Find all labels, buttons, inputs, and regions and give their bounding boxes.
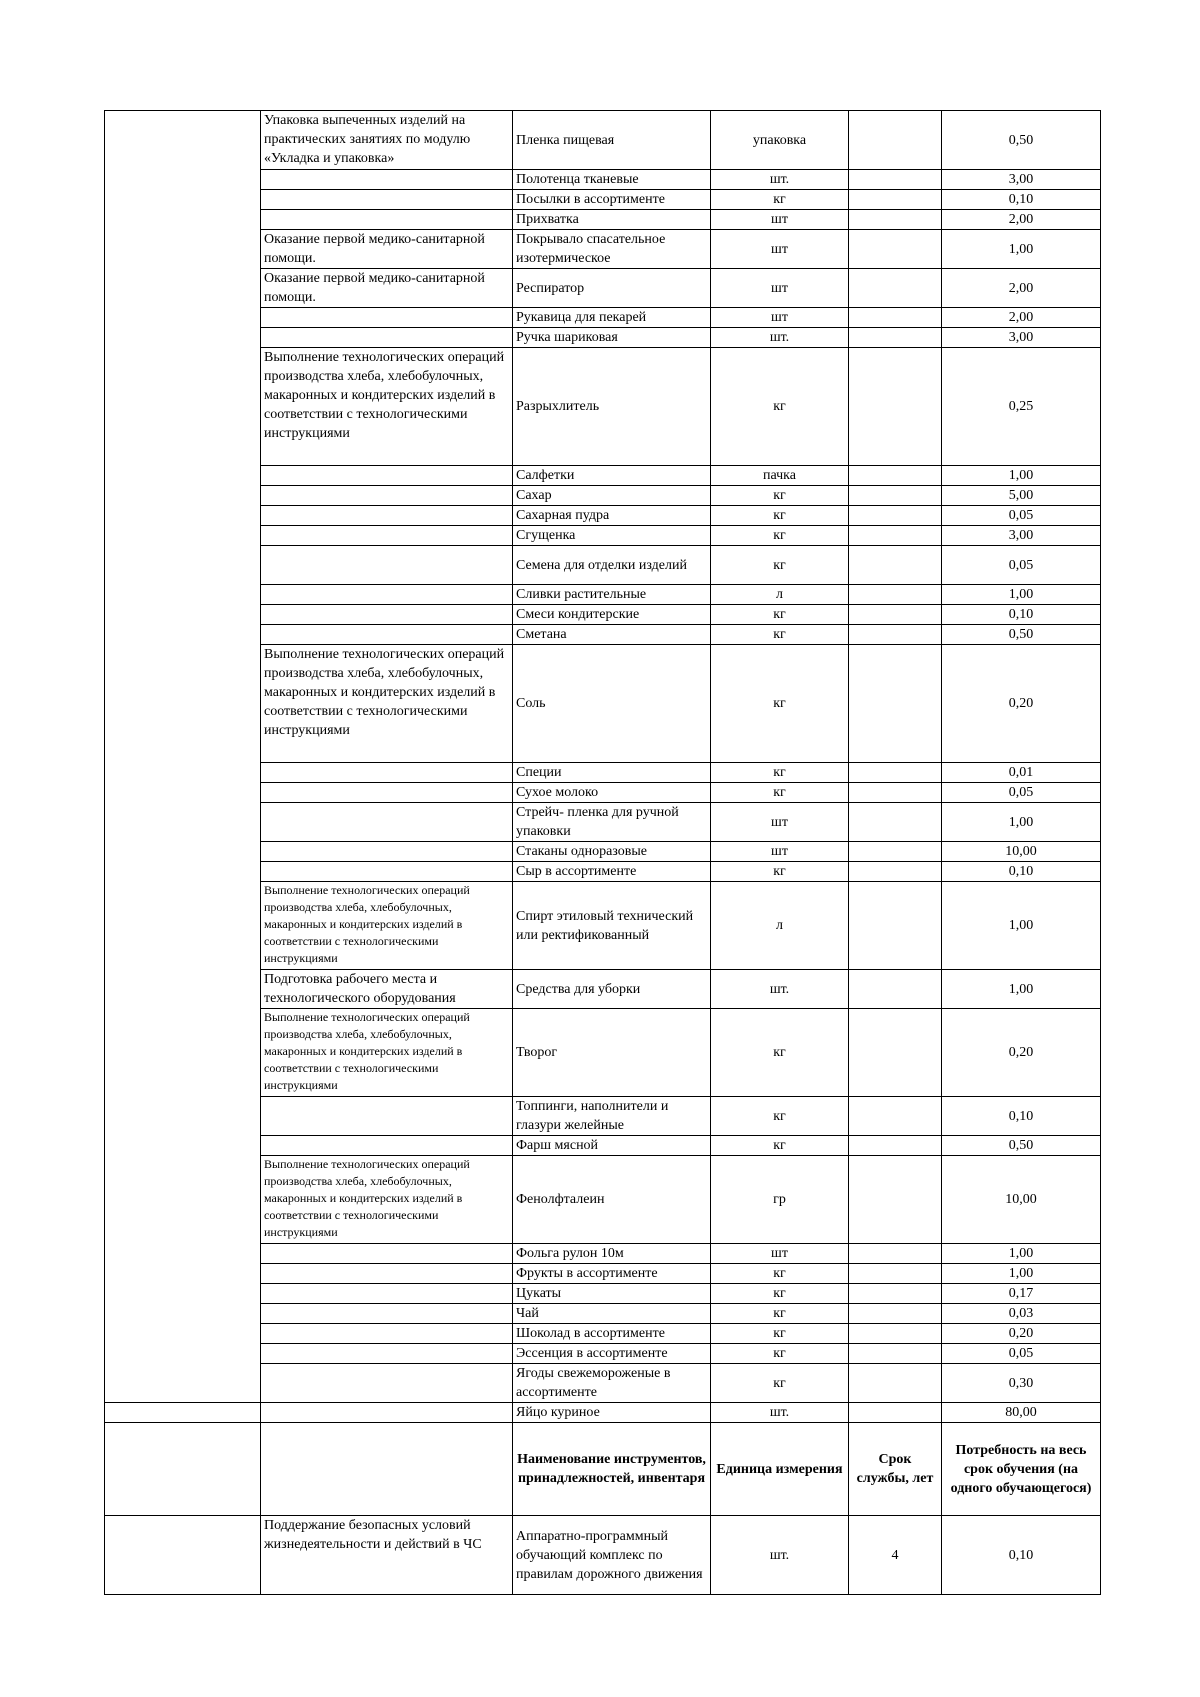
unit-cell: кг — [711, 1264, 849, 1284]
activity-cell: Упаковка выпеченных изделий на практических занятиях по модулю «Укладка и упаковка» — [261, 111, 513, 170]
material-name-cell: Пленка пищевая — [513, 111, 711, 170]
quantity-cell: 0,05 — [942, 783, 1101, 803]
quantity-cell: 0,10 — [942, 862, 1101, 882]
unit-cell: кг — [711, 605, 849, 625]
term-cell — [849, 230, 942, 269]
activity-cell — [261, 1344, 513, 1364]
activity-cell: Подготовка рабочего места и технологического оборудования — [261, 970, 513, 1009]
unit-cell: кг — [711, 348, 849, 466]
unit-cell: гр — [711, 1156, 849, 1244]
unit-cell: шт. — [711, 170, 849, 190]
activity-cell: Выполнение технологических операций производства хлеба, хлебобулочных, макаронных и кондитерских изделий в соответствии с технологическими инструкциями — [261, 882, 513, 970]
quantity-cell: 0,05 — [942, 1344, 1101, 1364]
activity-cell: Оказание первой медико-санитарной помощи. — [261, 230, 513, 269]
activity-cell — [261, 1136, 513, 1156]
left-margin-cell — [105, 1516, 261, 1595]
quantity-cell: 0,05 — [942, 546, 1101, 585]
table-row — [105, 111, 1101, 170]
material-name-cell: Творог — [513, 1009, 711, 1097]
term-cell — [849, 1344, 942, 1364]
unit-cell: пачка — [711, 466, 849, 486]
term-cell — [849, 486, 942, 506]
unit-cell: кг — [711, 862, 849, 882]
material-name-cell: Фарш мясной — [513, 1136, 711, 1156]
unit-cell: шт — [711, 1244, 849, 1264]
quantity-cell: 1,00 — [942, 1264, 1101, 1284]
term-cell — [849, 466, 942, 486]
quantity-cell: 0,20 — [942, 1009, 1101, 1097]
quantity-cell: 1,00 — [942, 585, 1101, 605]
material-name-cell: Сухое молоко — [513, 783, 711, 803]
activity-cell: Выполнение технологических операций производства хлеба, хлебобулочных, макаронных и кондитерских изделий в соответствии с технологическими инструкциями — [261, 645, 513, 763]
term-cell: 4 — [849, 1516, 942, 1595]
quantity-cell: 0,01 — [942, 763, 1101, 783]
activity-cell: Выполнение технологических операций производства хлеба, хлебобулочных, макаронных и кондитерских изделий в соответствии с технологическими инструкциями — [261, 348, 513, 466]
term-cell — [849, 1264, 942, 1284]
unit-cell: кг — [711, 1136, 849, 1156]
quantity-cell: 0,10 — [942, 1516, 1101, 1595]
table-row — [105, 1516, 1101, 1595]
activity-cell — [261, 1324, 513, 1344]
term-cell — [849, 882, 942, 970]
material-name-cell: Чай — [513, 1304, 711, 1324]
term-cell — [849, 269, 942, 308]
term-cell — [849, 1009, 942, 1097]
term-cell — [849, 1284, 942, 1304]
quantity-cell: 2,00 — [942, 210, 1101, 230]
unit-cell: кг — [711, 1097, 849, 1136]
left-margin-cell — [105, 1423, 261, 1516]
unit-cell: кг — [711, 783, 849, 803]
unit-cell: кг — [711, 546, 849, 585]
material-name-cell: Средства для уборки — [513, 970, 711, 1009]
tool-name-header: Наименование инструментов, принадлежностей, инвентаря — [513, 1423, 711, 1516]
table-row — [105, 1403, 1101, 1423]
activity-cell — [261, 763, 513, 783]
term-cell — [849, 526, 942, 546]
activity-cell: Оказание первой медико-санитарной помощи. — [261, 269, 513, 308]
term-cell — [849, 763, 942, 783]
unit-cell: шт. — [711, 328, 849, 348]
activity-cell — [261, 625, 513, 645]
material-name-cell: Спирт этиловый технический или ректификованный — [513, 882, 711, 970]
quantity-cell: 5,00 — [942, 486, 1101, 506]
activity-cell — [261, 1403, 513, 1423]
unit-cell: шт. — [711, 970, 849, 1009]
material-name-cell: Фольга рулон 10м — [513, 1244, 711, 1264]
activity-cell — [261, 190, 513, 210]
unit-cell: кг — [711, 1284, 849, 1304]
quantity-cell: 1,00 — [942, 466, 1101, 486]
unit-cell: кг — [711, 190, 849, 210]
material-name-cell: Полотенца тканевые — [513, 170, 711, 190]
term-cell — [849, 1097, 942, 1136]
activity-cell — [261, 526, 513, 546]
term-cell — [849, 1136, 942, 1156]
need-header: Потребность на весь срок обучения (на одного обучающегося) — [942, 1423, 1101, 1516]
term-cell — [849, 111, 942, 170]
tool-name-cell: Аппаратно-программный обучающий комплекс по правилам дорожного движения — [513, 1516, 711, 1595]
material-name-cell: Сахарная пудра — [513, 506, 711, 526]
unit-cell: кг — [711, 763, 849, 783]
unit-cell: кг — [711, 1344, 849, 1364]
quantity-cell: 0,20 — [942, 645, 1101, 763]
quantity-cell: 0,10 — [942, 190, 1101, 210]
material-name-cell: Специи — [513, 763, 711, 783]
unit-cell: шт — [711, 308, 849, 328]
activity-cell — [261, 1264, 513, 1284]
material-name-cell: Респиратор — [513, 269, 711, 308]
quantity-cell: 0,20 — [942, 1324, 1101, 1344]
unit-cell: шт. — [711, 1403, 849, 1423]
quantity-cell: 0,05 — [942, 506, 1101, 526]
material-name-cell: Семена для отделки изделий — [513, 546, 711, 585]
left-margin-cell — [105, 1403, 261, 1423]
quantity-cell: 3,00 — [942, 170, 1101, 190]
material-name-cell: Стаканы одноразовые — [513, 842, 711, 862]
material-name-cell: Рукавица для пекарей — [513, 308, 711, 328]
term-cell — [849, 803, 942, 842]
activity-cell: Выполнение технологических операций производства хлеба, хлебобулочных, макаронных и кондитерских изделий в соответствии с технологическими инструкциями — [261, 1156, 513, 1244]
quantity-cell: 1,00 — [942, 882, 1101, 970]
unit-cell: кг — [711, 486, 849, 506]
activity-cell — [261, 842, 513, 862]
material-name-cell: Эссенция в ассортименте — [513, 1344, 711, 1364]
activity-cell: Поддержание безопасных условий жизнедеятельности и действий в ЧС — [261, 1516, 513, 1595]
unit-cell: кг — [711, 1324, 849, 1344]
material-name-cell: Покрывало спасательное изотермическое — [513, 230, 711, 269]
unit-cell: кг — [711, 1364, 849, 1403]
unit-cell: кг — [711, 1304, 849, 1324]
activity-cell — [261, 170, 513, 190]
unit-cell: л — [711, 585, 849, 605]
term-cell — [849, 842, 942, 862]
unit-header: Единица измерения — [711, 1423, 849, 1516]
activity-cell — [261, 585, 513, 605]
material-name-cell: Цукаты — [513, 1284, 711, 1304]
quantity-cell: 1,00 — [942, 970, 1101, 1009]
unit-cell: шт — [711, 842, 849, 862]
unit-cell: л — [711, 882, 849, 970]
term-cell — [849, 506, 942, 526]
material-name-cell: Фенолфталеин — [513, 1156, 711, 1244]
materials-table — [104, 110, 1101, 1595]
term-cell — [849, 210, 942, 230]
quantity-cell: 2,00 — [942, 269, 1101, 308]
material-name-cell: Разрыхлитель — [513, 348, 711, 466]
quantity-cell: 0,25 — [942, 348, 1101, 466]
term-cell — [849, 1244, 942, 1264]
term-cell — [849, 645, 942, 763]
material-name-cell: Соль — [513, 645, 711, 763]
tools-header-row — [105, 1423, 1101, 1516]
activity-cell — [261, 210, 513, 230]
activity-header-cell — [261, 1423, 513, 1516]
term-header: Срок службы, лет — [849, 1423, 942, 1516]
activity-cell — [261, 328, 513, 348]
unit-cell: кг — [711, 625, 849, 645]
term-cell — [849, 170, 942, 190]
quantity-cell: 10,00 — [942, 842, 1101, 862]
unit-cell: шт — [711, 269, 849, 308]
material-name-cell: Салфетки — [513, 466, 711, 486]
quantity-cell: 1,00 — [942, 803, 1101, 842]
term-cell — [849, 190, 942, 210]
quantity-cell: 0,30 — [942, 1364, 1101, 1403]
activity-cell — [261, 546, 513, 585]
activity-cell — [261, 486, 513, 506]
term-cell — [849, 783, 942, 803]
activity-cell — [261, 605, 513, 625]
term-cell — [849, 1364, 942, 1403]
material-name-cell: Ягоды свежемороженые в ассортименте — [513, 1364, 711, 1403]
material-name-cell: Прихватка — [513, 210, 711, 230]
unit-cell: кг — [711, 645, 849, 763]
activity-cell — [261, 862, 513, 882]
term-cell — [849, 862, 942, 882]
activity-cell — [261, 506, 513, 526]
quantity-cell: 1,00 — [942, 230, 1101, 269]
quantity-cell: 2,00 — [942, 308, 1101, 328]
term-cell — [849, 1324, 942, 1344]
activity-cell — [261, 783, 513, 803]
activity-cell: Выполнение технологических операций производства хлеба, хлебобулочных, макаронных и кондитерских изделий в соответствии с технологическими инструкциями — [261, 1009, 513, 1097]
material-name-cell: Сметана — [513, 625, 711, 645]
material-name-cell: Сгущенка — [513, 526, 711, 546]
term-cell — [849, 308, 942, 328]
material-name-cell: Фрукты в ассортименте — [513, 1264, 711, 1284]
quantity-cell: 10,00 — [942, 1156, 1101, 1244]
material-name-cell: Яйцо куриное — [513, 1403, 711, 1423]
term-cell — [849, 970, 942, 1009]
unit-cell: шт — [711, 210, 849, 230]
activity-cell — [261, 1244, 513, 1264]
term-cell — [849, 328, 942, 348]
quantity-cell: 80,00 — [942, 1403, 1101, 1423]
unit-cell: шт — [711, 803, 849, 842]
material-name-cell: Посылки в ассортименте — [513, 190, 711, 210]
material-name-cell: Сахар — [513, 486, 711, 506]
material-name-cell: Сыр в ассортименте — [513, 862, 711, 882]
material-name-cell: Стрейч- пленка для ручной упаковки — [513, 803, 711, 842]
activity-cell — [261, 308, 513, 328]
unit-cell: шт. — [711, 1516, 849, 1595]
activity-cell — [261, 803, 513, 842]
term-cell — [849, 1304, 942, 1324]
material-name-cell: Сливки растительные — [513, 585, 711, 605]
term-cell — [849, 625, 942, 645]
quantity-cell: 0,17 — [942, 1284, 1101, 1304]
left-margin-cell — [105, 111, 261, 1403]
term-cell — [849, 605, 942, 625]
activity-cell — [261, 466, 513, 486]
quantity-cell: 0,50 — [942, 111, 1101, 170]
quantity-cell: 3,00 — [942, 526, 1101, 546]
activity-cell — [261, 1284, 513, 1304]
material-name-cell: Смеси кондитерские — [513, 605, 711, 625]
activity-cell — [261, 1304, 513, 1324]
quantity-cell: 0,50 — [942, 625, 1101, 645]
quantity-cell: 3,00 — [942, 328, 1101, 348]
unit-cell: упаковка — [711, 111, 849, 170]
term-cell — [849, 348, 942, 466]
quantity-cell: 1,00 — [942, 1244, 1101, 1264]
unit-cell: кг — [711, 506, 849, 526]
unit-cell: кг — [711, 526, 849, 546]
material-name-cell: Топпинги, наполнители и глазури желейные — [513, 1097, 711, 1136]
term-cell — [849, 1403, 942, 1423]
term-cell — [849, 1156, 942, 1244]
term-cell — [849, 585, 942, 605]
term-cell — [849, 546, 942, 585]
activity-cell — [261, 1364, 513, 1403]
quantity-cell: 0,10 — [942, 1097, 1101, 1136]
material-name-cell: Ручка шариковая — [513, 328, 711, 348]
activity-cell — [261, 1097, 513, 1136]
unit-cell: кг — [711, 1009, 849, 1097]
quantity-cell: 0,10 — [942, 605, 1101, 625]
material-name-cell: Шоколад в ассортименте — [513, 1324, 711, 1344]
quantity-cell: 0,50 — [942, 1136, 1101, 1156]
quantity-cell: 0,03 — [942, 1304, 1101, 1324]
unit-cell: шт — [711, 230, 849, 269]
